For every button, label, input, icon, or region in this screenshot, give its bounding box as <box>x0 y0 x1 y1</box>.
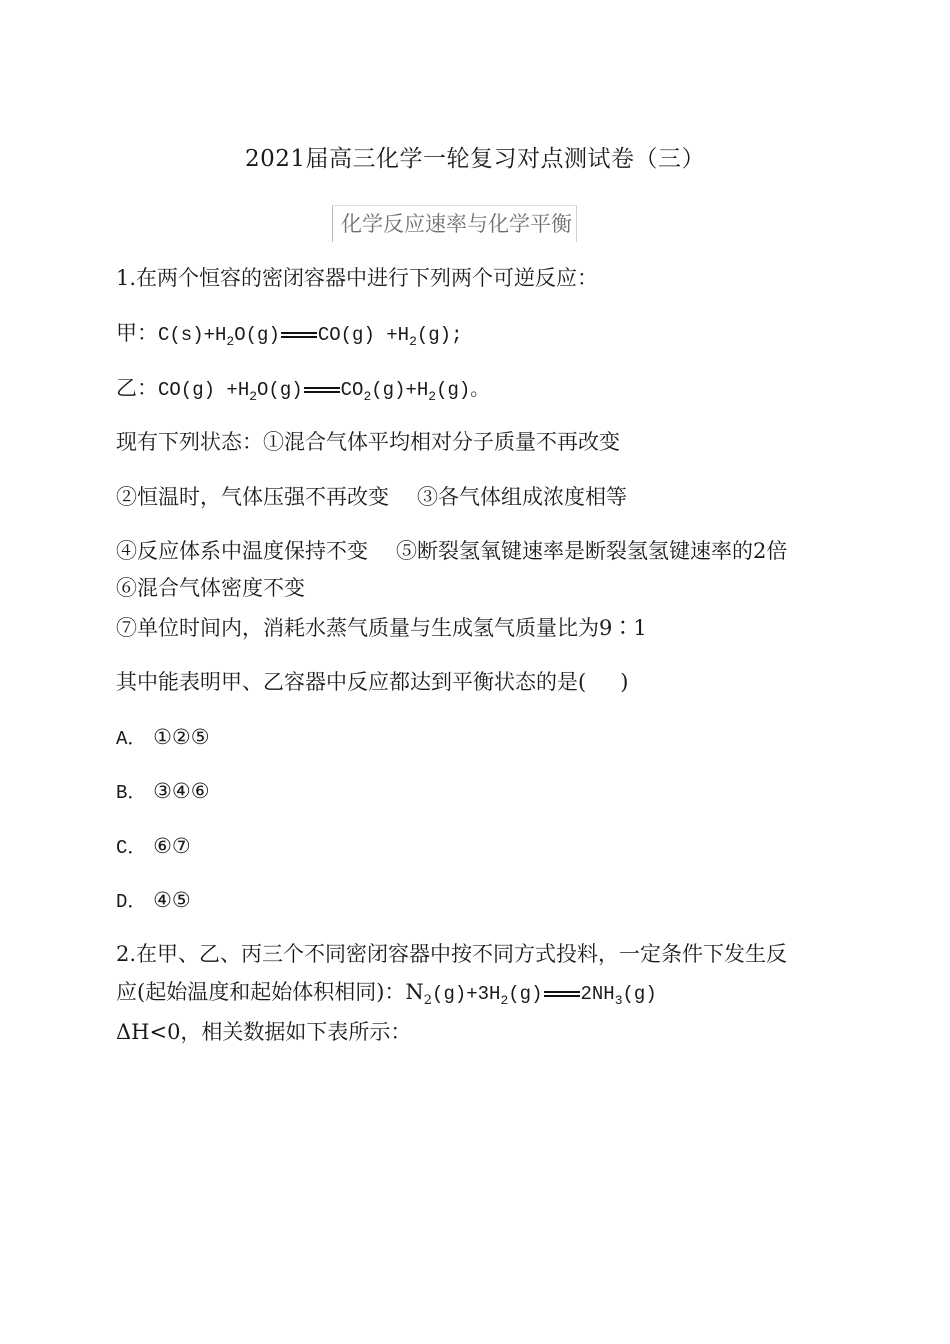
q1-reaction-jia <box>116 323 462 348</box>
formula-part: O(g) <box>234 324 280 346</box>
state-6: ⑥混合气体密度不变 <box>116 576 305 600</box>
subscript: 2 <box>428 389 437 404</box>
option-text: ①②⑤ <box>153 725 210 749</box>
section-subtitle: 化学反应速率与化学平衡 <box>332 205 577 242</box>
q2-line-3: ΔH<0，相关数据如下表所示： <box>116 1020 412 1044</box>
state-7: ⑦单位时间内，消耗水蒸气质量与生成氢气质量比为9∶1 <box>116 616 647 640</box>
state-3: ③各气体组成浓度相等 <box>417 485 627 509</box>
state-4: ④反应体系中温度保持不变 <box>116 539 368 563</box>
q1-stem: 1.在两个恒容的密闭容器中进行下列两个可逆反应： <box>116 266 599 290</box>
equilibrium-arrow-icon <box>304 385 340 395</box>
option-c[interactable] <box>116 836 191 858</box>
q2-text: 应(起始温度和起始体积相同)：N <box>116 980 424 1004</box>
question-text: 其中能表明甲、乙容器中反应都达到平衡状态的是( <box>116 670 587 694</box>
option-b[interactable] <box>116 781 210 803</box>
equilibrium-arrow-icon <box>281 330 317 340</box>
subscript: 2 <box>363 389 372 404</box>
option-letter: D． <box>116 891 147 913</box>
q1-question <box>116 672 628 693</box>
q1-states-row-4-5 <box>116 541 787 562</box>
formula-part: (g) <box>622 983 657 1005</box>
state-5: ⑤断裂氢氧键速率是断裂氢氢键速率的2倍 <box>396 539 788 563</box>
q1-reaction-yi <box>116 378 489 403</box>
q1-states-intro: 现有下列状态：①混合气体平均相对分子质量不再改变 <box>116 430 620 454</box>
formula-part: CO <box>340 379 364 401</box>
option-letter: B． <box>116 782 147 804</box>
formula-part: (g) <box>508 983 543 1005</box>
option-letter: C． <box>116 837 147 859</box>
reaction-label: 乙： <box>116 376 158 400</box>
formula-part: O(g) <box>257 379 303 401</box>
formula-part: (g)+3H <box>432 983 501 1005</box>
q2-line-2 <box>116 982 657 1007</box>
subscript: 2 <box>226 334 235 349</box>
formula-part: 2NH <box>580 983 615 1005</box>
option-d[interactable] <box>116 890 191 912</box>
option-letter: A． <box>116 728 147 750</box>
formula-part: (g); <box>416 324 463 346</box>
subscript: 2 <box>500 993 509 1008</box>
state-2: ②恒温时，气体压强不再改变 <box>116 485 389 509</box>
reaction-label: 甲： <box>116 321 158 345</box>
option-a[interactable] <box>116 727 210 749</box>
formula-part: (g)+H <box>371 379 429 401</box>
subscript: 2 <box>423 993 433 1008</box>
page-title: 2021届高三化学一轮复习对点测试卷（三） <box>244 146 706 172</box>
option-text: ④⑤ <box>153 888 191 912</box>
formula-part: C(s)+H <box>158 324 227 346</box>
q1-states-row-2-3 <box>116 487 627 508</box>
formula-part: CO(g) +H <box>317 324 410 346</box>
question-close-paren: ) <box>620 670 629 694</box>
subscript: 2 <box>249 389 258 404</box>
option-text: ⑥⑦ <box>153 834 191 858</box>
option-text: ③④⑥ <box>153 779 210 803</box>
subscript: 2 <box>409 334 417 349</box>
q2-line-1: 2.在甲、乙、丙三个不同密闭容器中按不同方式投料，一定条件下发生反 <box>116 942 788 966</box>
equilibrium-arrow-icon <box>544 989 580 999</box>
formula-part: CO(g) +H <box>158 379 250 401</box>
formula-part: (g)。 <box>436 379 490 401</box>
subscript: 3 <box>614 993 623 1008</box>
